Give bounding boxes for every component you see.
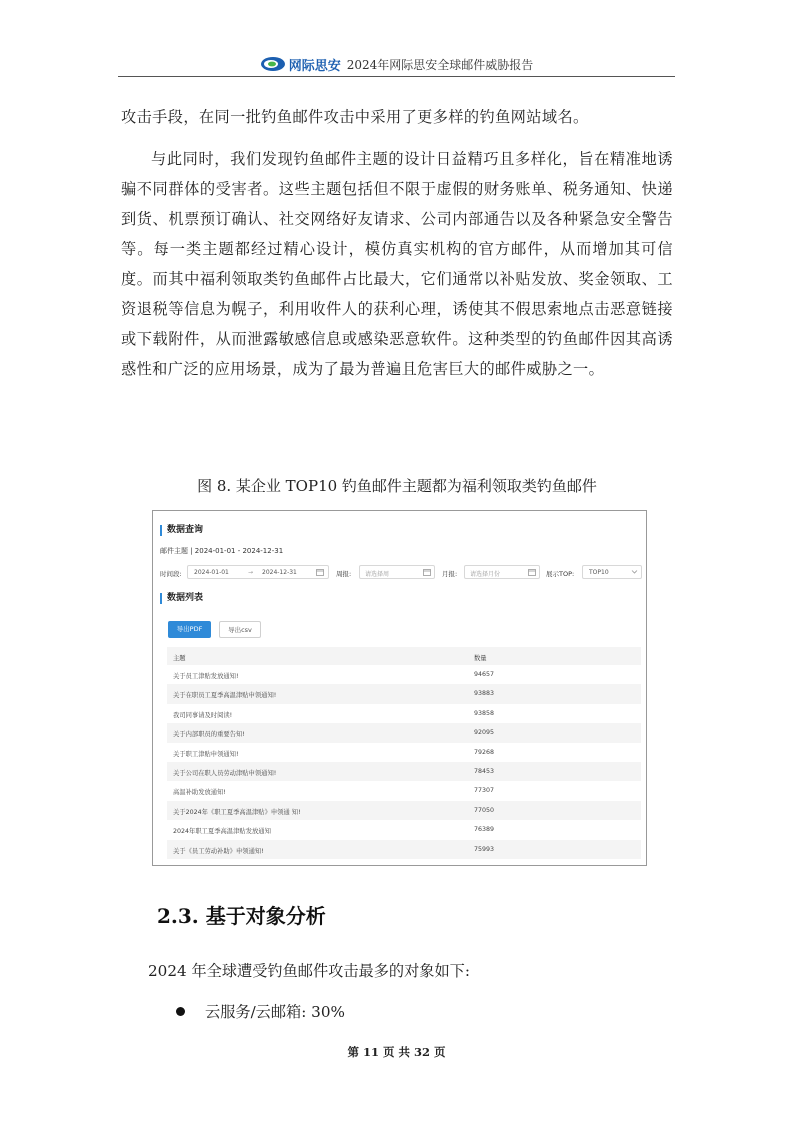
- table-row: [167, 840, 641, 859]
- calendar-icon: [316, 568, 324, 578]
- row-subject: 关于职工津贴申领通知!: [173, 750, 239, 758]
- table-row: [167, 723, 641, 742]
- row-subject: 我司同事请及时阅读!: [173, 711, 233, 719]
- row-subject: 关于内部职员的重要告知!: [173, 731, 245, 739]
- row-count: 78453: [474, 767, 495, 775]
- month-placeholder: 请选择月份: [470, 571, 501, 578]
- table-row: [167, 743, 641, 762]
- table-row: [167, 665, 641, 684]
- row-count: 93858: [474, 709, 495, 717]
- row-count: 92095: [474, 729, 495, 737]
- row-count: 77307: [474, 787, 495, 795]
- table-row: [167, 820, 641, 839]
- bullet-item: [176, 1001, 345, 1022]
- paragraph-1: 攻击手段，在同一批钓鱼邮件攻击中采用了更多样的钓鱼网站域名。: [121, 108, 589, 126]
- list-section-title: 数据列表: [160, 593, 203, 604]
- logo-swirl-icon: [260, 56, 286, 72]
- column-header-count: 数量: [474, 655, 487, 662]
- section-heading: 2.3. 基于对象分析: [157, 904, 326, 928]
- table-row: [167, 781, 641, 800]
- row-subject: 高温补助发放通知!: [173, 789, 226, 797]
- subject-range: 邮件主题 | 2024-01-01 - 2024-12-31: [160, 547, 284, 555]
- figure-screenshot: [152, 510, 647, 866]
- column-header-subject: 主题: [173, 655, 186, 662]
- chevron-down-icon: [631, 568, 638, 577]
- logo-text: 网际思安: [288, 58, 341, 74]
- bullet-text: 云服务/云邮箱: 30%: [205, 1003, 345, 1021]
- row-count: 93883: [474, 690, 495, 698]
- date-range-picker[interactable]: [187, 565, 329, 579]
- top-select[interactable]: [582, 565, 642, 579]
- page-footer: 第 11 页 共 32 页: [347, 1045, 446, 1059]
- row-subject: 关于2024年《职工夏季高温津贴》申领通 知!: [173, 808, 301, 816]
- table-row: [167, 762, 641, 781]
- row-count: 77050: [474, 806, 495, 814]
- filter-row: [160, 565, 645, 581]
- top-label: 展示TOP:: [546, 570, 575, 578]
- calendar-icon: [423, 568, 431, 578]
- company-logo: [260, 55, 341, 74]
- page-header: [118, 52, 675, 77]
- row-count: 79268: [474, 748, 495, 756]
- week-label: 周报:: [336, 570, 352, 578]
- row-subject: 关于公司在职人员劳动津贴申领通知!: [173, 769, 277, 777]
- end-date: 2024-12-31: [262, 569, 297, 576]
- figure-caption: 图 8. 某企业 TOP10 钓鱼邮件主题都为福利领取类钓鱼邮件: [197, 477, 597, 495]
- week-placeholder: 请选择周: [365, 571, 390, 578]
- table-row: [167, 704, 641, 723]
- row-subject: 2024年职工夏季高温津贴发放通知: [173, 828, 271, 836]
- row-count: 94657: [474, 671, 495, 678]
- row-subject: 关于员工津贴发放通知!: [173, 673, 239, 680]
- table-row: [167, 684, 641, 703]
- week-select[interactable]: [359, 565, 435, 579]
- top-value: TOP10: [589, 569, 609, 576]
- data-table: [167, 647, 641, 859]
- table-row: [167, 801, 641, 820]
- export-pdf-button[interactable]: 导出PDF: [168, 621, 211, 638]
- row-subject: 关于《员工劳动补助》申领通知!: [173, 847, 264, 855]
- paragraph-2: 与此同时，我们发现钓鱼邮件主题的设计日益精巧且多样化，旨在精准地诱骗不同群体的受害者。这些主题包括但不限于虚假的财务账单、税务通知、快递到货、机票预订确认、社交网络好友请求、公司内部通告以及各种紧急安全警告等。每一类主题都经过精心设计，模仿真实机构的官方邮件，从而增加其可信度。而其中福利领取类钓鱼邮件占比最大，它们通常以补贴发放、奖金领取、工资退税等信息为幌子，利用收件人的获利心理，诱使其不假思索地点击恶意链接或下载附件，从而泄露敏感信息或感染恶意软件。这种类型的钓鱼邮件因其高诱惑性和广泛的应用场景，成为了最为普遍且危害巨大的邮件威胁之一。: [121, 150, 673, 378]
- header-title: 2024年网际思安全球邮件威胁报告: [346, 57, 534, 72]
- section-intro: 2024 年全球遭受钓鱼邮件攻击最多的对象如下:: [148, 962, 470, 980]
- range-arrow: →: [248, 569, 254, 576]
- row-count: 75993: [474, 845, 495, 853]
- export-csv-button[interactable]: 导出csv: [219, 621, 261, 638]
- query-section-title: 数据查询: [160, 525, 203, 536]
- row-count: 76389: [474, 826, 495, 834]
- row-subject: 关于在职员工夏季高温津贴申领通知!: [173, 692, 277, 700]
- period-label: 时间段:: [160, 570, 182, 578]
- table-header-row: [167, 647, 641, 665]
- start-date: 2024-01-01: [194, 569, 229, 576]
- calendar-icon: [528, 568, 536, 578]
- month-select[interactable]: [464, 565, 540, 579]
- month-label: 月报:: [442, 570, 458, 578]
- bullet-dot-icon: [176, 1007, 185, 1016]
